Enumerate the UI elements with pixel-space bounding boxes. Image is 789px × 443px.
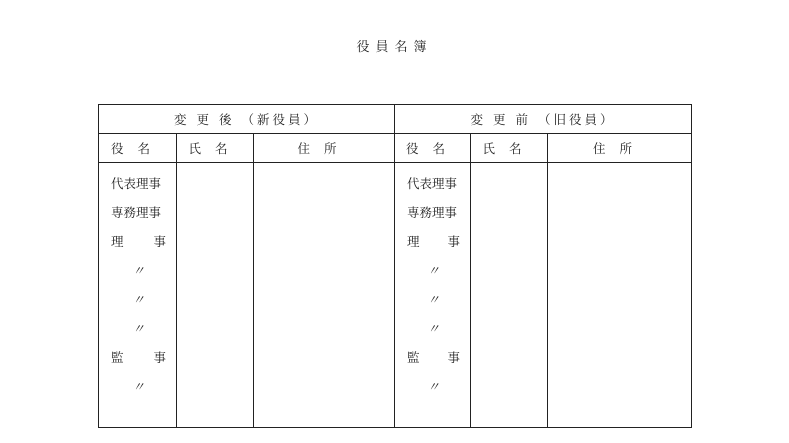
role-item — [99, 348, 176, 377]
before-name-cell — [471, 163, 548, 428]
after-name-header: 氏名 — [177, 134, 254, 163]
role-char: 理 — [111, 234, 124, 249]
role-item: 専務理事 — [111, 205, 162, 220]
role-item: 〃 — [427, 379, 440, 394]
before-address-header: 住所 — [548, 134, 692, 163]
role-char: 理 — [407, 234, 420, 249]
role-char: 事 — [447, 234, 460, 249]
role-item — [395, 348, 470, 377]
after-address-header: 住所 — [254, 134, 395, 163]
officer-roster-table — [98, 104, 692, 428]
role-char: 事 — [153, 234, 166, 249]
before-name-header: 氏名 — [471, 134, 548, 163]
role-item: 〃 — [132, 263, 145, 278]
role-char: 事 — [153, 350, 166, 365]
role-item — [395, 232, 470, 261]
role-item: 専務理事 — [407, 205, 458, 220]
role-item: 〃 — [427, 263, 440, 278]
after-change-heading: 変 更 後 （新役員） — [99, 105, 395, 134]
before-role-header: 役名 — [395, 134, 471, 163]
before-change-heading: 変 更 前 （旧役員） — [395, 105, 692, 134]
document-title: 役員名簿 — [356, 40, 433, 55]
role-item: 〃 — [132, 379, 145, 394]
role-item — [99, 232, 176, 261]
after-role-header: 役名 — [99, 134, 177, 163]
role-item: 〃 — [427, 292, 440, 307]
after-name-cell — [177, 163, 254, 428]
role-item: 〃 — [132, 321, 145, 336]
role-char: 監 — [111, 350, 124, 365]
role-item: 〃 — [427, 321, 440, 336]
role-item: 〃 — [132, 292, 145, 307]
after-role-cell — [99, 163, 177, 428]
role-item: 代表理事 — [407, 176, 458, 191]
after-address-cell — [254, 163, 395, 428]
after-role-list — [99, 163, 176, 406]
group-header-row — [99, 105, 692, 134]
before-role-cell — [395, 163, 471, 428]
role-char: 監 — [407, 350, 420, 365]
role-item: 代表理事 — [111, 176, 162, 191]
before-address-cell — [548, 163, 692, 428]
role-char: 事 — [447, 350, 460, 365]
before-role-list — [395, 163, 470, 406]
column-header-row — [99, 134, 692, 163]
roster-body-row — [99, 163, 692, 428]
